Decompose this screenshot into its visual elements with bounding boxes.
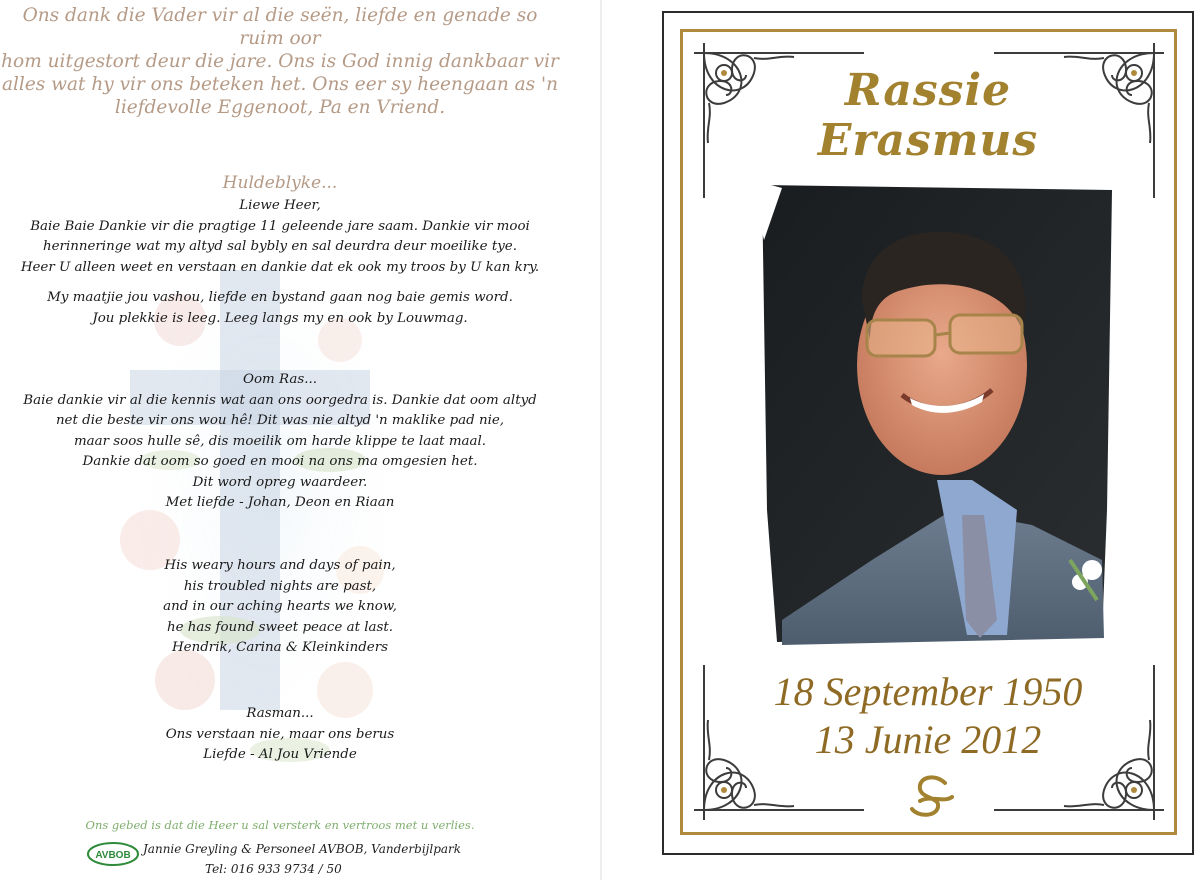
intro-paragraph <box>0 4 560 119</box>
death-date: 13 Junie 2012 <box>814 717 1042 762</box>
tribute-signature: Liefde - Al Jou Vriende <box>203 747 357 762</box>
first-name: Rassie <box>844 65 1012 116</box>
tribute-line: Dankie dat oom so goed en mooi na ons ma omgesien het. <box>82 454 478 469</box>
tribute-line: My maatjie jou vashou, liefde en bystand gaan nog baie gemis word. <box>47 290 513 305</box>
undertaker-phone: Tel: 016 933 9734 / 50 <box>205 862 342 876</box>
tribute-line: Jou plekkie is leeg. Leeg langs my en ook by Louwmag. <box>92 310 468 326</box>
poem <box>0 556 560 659</box>
page-fold <box>600 0 602 880</box>
tribute-1 <box>0 196 560 278</box>
tribute-signature: Met liefde - Johan, Deon en Riaan <box>165 495 395 510</box>
tribute-line: Dit word opreg waardeer. <box>192 474 368 490</box>
tribute-line: Ons verstaan nie, maar ons berus <box>165 726 395 742</box>
tribute-1-part-2 <box>0 288 560 329</box>
portrait-photo <box>752 180 1120 650</box>
intro-line: Ons dank die Vader vir al die seën, liefde en genade so ruim oor <box>22 5 538 49</box>
closing-prayer: Ons gebed is dat die Heer u sal versterk en vertroos met u verlies. <box>85 818 475 832</box>
poem-line: and in our aching hearts we know, <box>163 599 397 614</box>
tribute-line: Baie Baie Dankie vir die pragtige 11 geleende jare saam. Dankie vir mooi <box>30 218 530 234</box>
intro-line: liefdevolle Eggenoot, Pa en Vriend. <box>114 97 446 118</box>
flourish-ornament-icon <box>900 773 960 823</box>
intro-line: hom uitgestort deur die jare. Ons is God innig dankbaar vir <box>1 51 559 72</box>
tributes-heading-block <box>0 173 560 194</box>
svg-text:AVBOB: AVBOB <box>95 850 131 861</box>
tribute-salutation: Liewe Heer, <box>239 198 321 213</box>
tributes-heading: Huldeblyke... <box>222 173 338 193</box>
tribute-line: net die beste vir ons wou hê! Dit was nie altyd 'n maklike pad nie, <box>55 413 505 428</box>
tribute-salutation: Oom Ras... <box>242 372 317 387</box>
tribute-line: Baie dankie vir al die kennis wat aan ons oorgedra is. Dankie dat oom altyd <box>23 392 537 408</box>
tribute-salutation: Rasman... <box>246 706 314 721</box>
tribute-2 <box>0 370 560 514</box>
undertaker-name: Jannie Greyling & Personeel AVBOB, Vanderbijlpark <box>143 842 462 856</box>
intro-line: alles wat hy vir ons beteken het. Ons eer sy heengaan as 'n <box>1 74 559 95</box>
tribute-line: maar soos hulle sê, dis moeilik om harde klippe te laat maal. <box>73 433 487 449</box>
tribute-3 <box>0 704 560 766</box>
poem-line: his troubled nights are past, <box>183 578 377 594</box>
poem-line: he has found sweet peace at last. <box>166 619 393 635</box>
surname: Erasmus <box>817 115 1039 166</box>
poem-line: His weary hours and days of pain, <box>164 558 396 573</box>
avbob-logo <box>87 842 139 866</box>
tribute-line: herinneringe wat my altyd sal bybly en sal deurdra deur moeilike tye. <box>43 239 517 254</box>
tribute-line: Heer U alleen weet en verstaan en dankie dat ek ook my troos by U kan kry. <box>20 259 540 275</box>
birth-date: 18 September 1950 <box>773 669 1083 714</box>
left-page <box>0 0 560 880</box>
poem-signature: Hendrik, Carina & Kleinkinders <box>172 640 388 655</box>
